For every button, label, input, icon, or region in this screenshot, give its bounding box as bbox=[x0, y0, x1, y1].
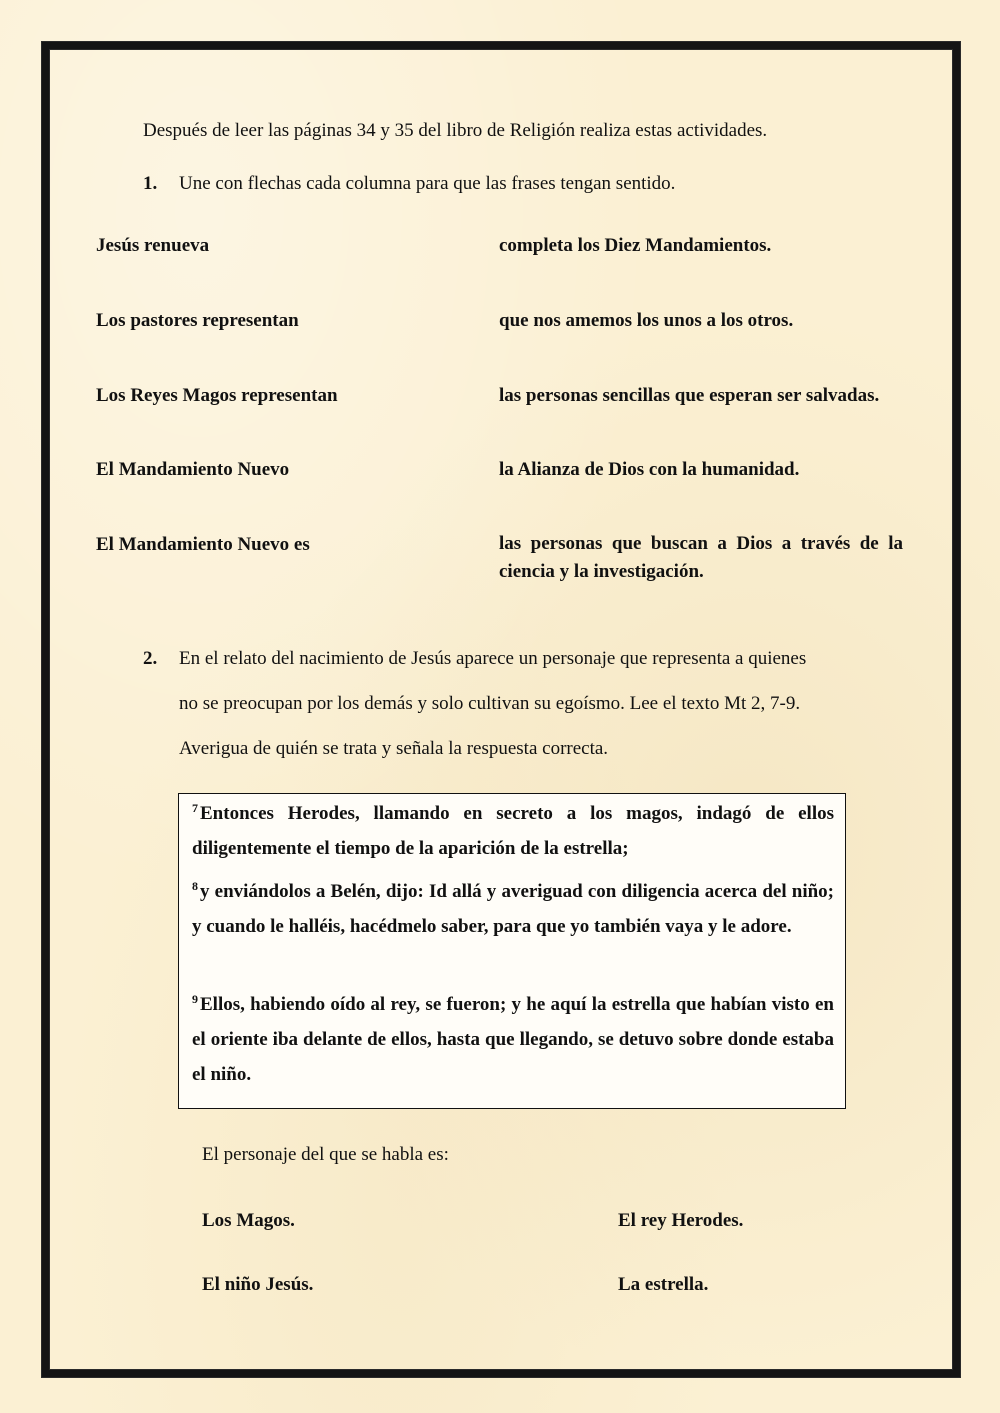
verse-text: Entonces Herodes, llamando en secreto a los magos, indagó de ellos diligentemente el tiempo de la aparición de la estrella; bbox=[192, 803, 834, 859]
verse-9 bbox=[192, 987, 834, 1092]
verse-text: y enviándolos a Belén, dijo: Id allá y averiguad con diligencia acerca del niño; y cuando le halléis, hacédmelo saber, para que yo también vaya y le adore. bbox=[192, 881, 834, 937]
left-phrase-3: Los Reyes Magos representan bbox=[96, 385, 338, 406]
activity-1-instruction: Une con flechas cada columna para que las frases tengan sentido. bbox=[179, 173, 676, 194]
right-phrase-5: las personas que buscan a Dios a través de la ciencia y la investigación. bbox=[499, 533, 903, 582]
intro-text: Después de leer las páginas 34 y 35 del libro de Religión realiza estas actividades. bbox=[143, 120, 768, 141]
option-los-magos[interactable]: Los Magos. bbox=[202, 1210, 295, 1231]
right-phrase-4: la Alianza de Dios con la humanidad. bbox=[499, 459, 800, 480]
activity-2-line-3: Averigua de quién se trata y señala la respuesta correcta. bbox=[179, 738, 609, 759]
left-phrase-1: Jesús renueva bbox=[96, 235, 210, 256]
verse-8 bbox=[192, 874, 834, 944]
left-phrase-2: Los pastores representan bbox=[96, 310, 299, 331]
right-phrase-2: que nos amemos los unos a los otros. bbox=[499, 310, 794, 331]
activity-2-line-2: no se preocupan por los demás y solo cultivan su egoísmo. Lee el texto Mt 2, 7-9. bbox=[179, 693, 801, 714]
bible-quote-box bbox=[178, 793, 846, 1109]
right-phrase-3: las personas sencillas que esperan ser salvadas. bbox=[499, 385, 880, 406]
activity-2-line-1: En el relato del nacimiento de Jesús aparece un personaje que representa a quienes bbox=[179, 648, 807, 669]
right-phrase-1: completa los Diez Mandamientos. bbox=[499, 235, 772, 256]
left-phrase-4: El Mandamiento Nuevo bbox=[96, 459, 290, 480]
verse-number: 8 bbox=[192, 879, 198, 893]
left-phrase-5: El Mandamiento Nuevo es bbox=[96, 534, 310, 555]
option-la-estrella[interactable]: La estrella. bbox=[618, 1274, 709, 1295]
verse-7 bbox=[192, 796, 834, 866]
verse-number: 7 bbox=[192, 801, 198, 815]
option-nino-jesus[interactable]: El niño Jesús. bbox=[202, 1274, 314, 1295]
activity-1-number: 1. bbox=[143, 173, 158, 194]
verse-text: Ellos, habiendo oído al rey, se fueron; y he aquí la estrella que habían visto en el oriente iba delante de ellos, hasta que llegando, se detuvo sobre donde estaba el niño. bbox=[192, 994, 834, 1085]
verse-number: 9 bbox=[192, 992, 198, 1006]
option-rey-herodes[interactable]: El rey Herodes. bbox=[618, 1210, 744, 1231]
question-text: El personaje del que se habla es: bbox=[202, 1144, 449, 1165]
activity-2-number: 2. bbox=[143, 648, 158, 669]
